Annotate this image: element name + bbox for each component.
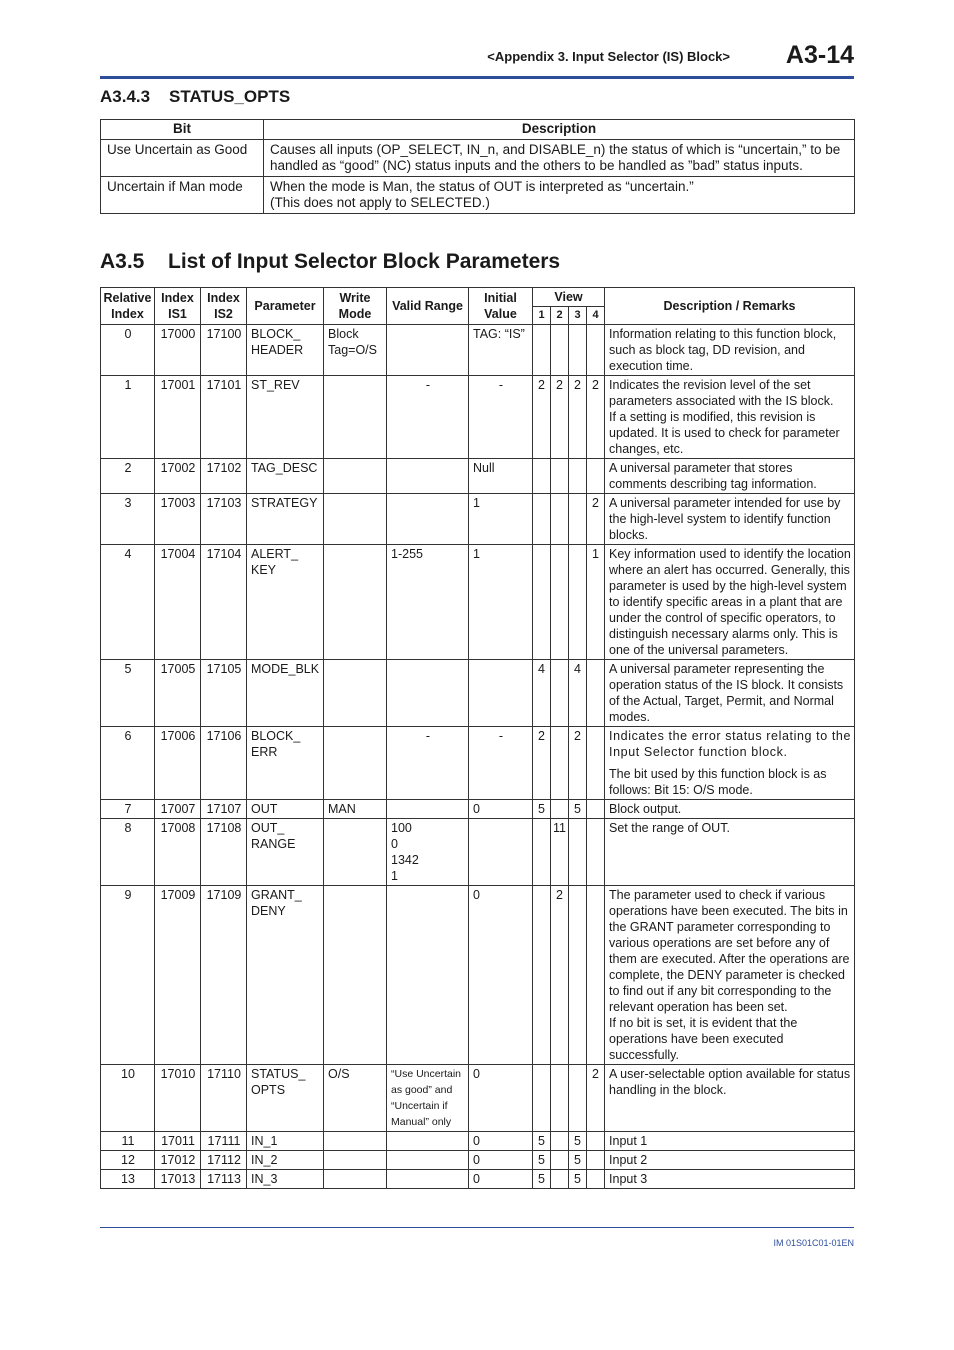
- relative-index-cell: 3: [101, 494, 155, 545]
- view-3-cell: 5: [569, 1151, 587, 1170]
- relative-index-cell: 1: [101, 376, 155, 459]
- view-2-cell: [551, 494, 569, 545]
- table-row: [101, 727, 855, 800]
- parameter-cell: IN_1: [247, 1132, 324, 1151]
- bit-cell: Uncertain if Man mode: [101, 177, 264, 214]
- valid-range-cell: [387, 800, 469, 819]
- view-1-cell: [533, 459, 551, 494]
- view-4-cell: [587, 459, 605, 494]
- col-header-description: Description / Remarks: [605, 288, 855, 325]
- index-is2-cell: 17113: [201, 1170, 247, 1189]
- view-4-cell: [587, 727, 605, 800]
- view-4-cell: [587, 1132, 605, 1151]
- view-4-cell: 2: [587, 376, 605, 459]
- relative-index-cell: 10: [101, 1065, 155, 1132]
- view-2-cell: 11: [551, 819, 569, 886]
- description-cell: [605, 1151, 855, 1170]
- write-mode-cell: [324, 545, 387, 660]
- index-is1-cell: 17012: [155, 1151, 201, 1170]
- description-cell: [605, 800, 855, 819]
- initial-value-cell: -: [469, 727, 533, 800]
- view-2-cell: [551, 1170, 569, 1189]
- parameter-cell: STATUS_ OPTS: [247, 1065, 324, 1132]
- description-cell: [605, 459, 855, 494]
- index-is1-cell: 17006: [155, 727, 201, 800]
- view-3-cell: 5: [569, 800, 587, 819]
- write-mode-cell: [324, 376, 387, 459]
- index-is2-cell: 17110: [201, 1065, 247, 1132]
- relative-index-cell: 5: [101, 660, 155, 727]
- view-3-cell: [569, 545, 587, 660]
- index-is2-cell: 17108: [201, 819, 247, 886]
- index-is1-cell: 17001: [155, 376, 201, 459]
- table-row: [101, 1132, 855, 1151]
- index-is2-cell: 17100: [201, 325, 247, 376]
- valid-range-cell: -: [387, 376, 469, 459]
- view-1-cell: 2: [533, 376, 551, 459]
- description-cell: [605, 325, 855, 376]
- initial-value-cell: 1: [469, 545, 533, 660]
- view-2-cell: [551, 1132, 569, 1151]
- view-3-cell: [569, 1065, 587, 1132]
- parameter-cell: ST_REV: [247, 376, 324, 459]
- valid-range-cell: 100 0 1342 1: [387, 819, 469, 886]
- description-cell: [605, 727, 855, 800]
- initial-value-cell: [469, 819, 533, 886]
- view-4-cell: 2: [587, 1065, 605, 1132]
- col-header-description: Description: [264, 120, 855, 140]
- view-3-cell: [569, 819, 587, 886]
- index-is2-cell: 17112: [201, 1151, 247, 1170]
- index-is1-cell: 17002: [155, 459, 201, 494]
- bit-cell: Use Uncertain as Good: [101, 140, 264, 177]
- index-is2-cell: 17107: [201, 800, 247, 819]
- description-text: Set the range of OUT.: [609, 821, 730, 835]
- description-cell: [605, 660, 855, 727]
- col-header-write-mode: Write Mode: [324, 288, 387, 325]
- appendix-title: <Appendix 3. Input Selector (IS) Block>: [487, 49, 730, 64]
- initial-value-cell: 0: [469, 1151, 533, 1170]
- valid-range-cell: [387, 325, 469, 376]
- description-text: Input 3: [609, 1172, 648, 1186]
- section-title: List of Input Selector Block Parameters: [168, 250, 561, 273]
- col-header-index-is2: Index IS2: [201, 288, 247, 325]
- description-cell: [605, 1132, 855, 1151]
- col-header-relative-index: Relative Index: [101, 288, 155, 325]
- index-is1-cell: 17003: [155, 494, 201, 545]
- description-text: Indicates the error status relating to the Input Selector function block.: [609, 729, 851, 759]
- view-1-cell: [533, 1065, 551, 1132]
- table-row: [101, 1151, 855, 1170]
- view-3-cell: 5: [569, 1170, 587, 1189]
- initial-value-cell: 0: [469, 1132, 533, 1151]
- index-is2-cell: 17101: [201, 376, 247, 459]
- index-is1-cell: 17009: [155, 886, 201, 1065]
- view-4-cell: [587, 660, 605, 727]
- index-is1-cell: 17010: [155, 1065, 201, 1132]
- relative-index-cell: 0: [101, 325, 155, 376]
- col-header-view-2: 2: [551, 307, 569, 325]
- parameter-cell: OUT: [247, 800, 324, 819]
- relative-index-cell: 12: [101, 1151, 155, 1170]
- valid-range-cell: [387, 886, 469, 1065]
- section-heading: [100, 250, 560, 274]
- write-mode-cell: [324, 1170, 387, 1189]
- index-is2-cell: 17106: [201, 727, 247, 800]
- description-text: Block output.: [609, 802, 682, 816]
- view-3-cell: 5: [569, 1132, 587, 1151]
- table-row: [101, 140, 855, 177]
- col-header-initial-value: Initial Value: [469, 288, 533, 325]
- view-1-cell: [533, 819, 551, 886]
- page-header: [100, 40, 854, 79]
- relative-index-cell: 2: [101, 459, 155, 494]
- parameter-cell: IN_2: [247, 1151, 324, 1170]
- write-mode-cell: Block Tag=O/S: [324, 325, 387, 376]
- status-opts-heading: A3.4.3 STATUS_OPTS: [100, 87, 291, 106]
- parameter-table-body: [101, 325, 855, 1189]
- view-1-cell: [533, 494, 551, 545]
- table-row: [101, 494, 855, 545]
- table-row: [101, 1065, 855, 1132]
- page-number: A3-14: [785, 41, 854, 69]
- table-row: [101, 545, 855, 660]
- view-4-cell: [587, 1170, 605, 1189]
- valid-range-cell: [387, 1132, 469, 1151]
- write-mode-cell: [324, 494, 387, 545]
- index-is1-cell: 17004: [155, 545, 201, 660]
- relative-index-cell: 6: [101, 727, 155, 800]
- description-cell: [605, 819, 855, 886]
- view-2-cell: 2: [551, 376, 569, 459]
- view-1-cell: 5: [533, 1132, 551, 1151]
- initial-value-cell: 0: [469, 1065, 533, 1132]
- valid-range-cell: [387, 1151, 469, 1170]
- valid-range-cell: [387, 459, 469, 494]
- table-row: [101, 800, 855, 819]
- initial-value-cell: 0: [469, 1170, 533, 1189]
- initial-value-cell: Null: [469, 459, 533, 494]
- view-1-cell: 4: [533, 660, 551, 727]
- initial-value-cell: TAG: “IS”: [469, 325, 533, 376]
- col-header-view: View: [533, 288, 605, 307]
- view-1-cell: [533, 325, 551, 376]
- initial-value-cell: 0: [469, 800, 533, 819]
- index-is1-cell: 17008: [155, 819, 201, 886]
- description-text: Indicates the revision level of the set parameters associated with the IS block. If a setting is modified, this revision is updated. It is used to check for parameter changes, etc.: [609, 378, 840, 456]
- description-text: A user-selectable option available for status handling in the block.: [609, 1067, 851, 1097]
- initial-value-cell: 1: [469, 494, 533, 545]
- parameter-cell: GRANT_ DENY: [247, 886, 324, 1065]
- description-text: A universal parameter representing the operation status of the IS block. It consists of the Actual, Target, Permit, and Normal modes.: [609, 662, 844, 724]
- view-4-cell: [587, 1151, 605, 1170]
- table-row: [101, 459, 855, 494]
- valid-range-cell: -: [387, 727, 469, 800]
- view-1-cell: 2: [533, 727, 551, 800]
- view-4-cell: [587, 325, 605, 376]
- view-4-cell: 1: [587, 545, 605, 660]
- description-cell: When the mode is Man, the status of OUT is interpreted as “uncertain.” (This does not apply to SELECTED.): [264, 177, 855, 214]
- view-2-cell: [551, 325, 569, 376]
- table-row: [101, 177, 855, 214]
- relative-index-cell: 9: [101, 886, 155, 1065]
- description-cell: [605, 886, 855, 1065]
- view-1-cell: [533, 886, 551, 1065]
- write-mode-cell: [324, 660, 387, 727]
- index-is2-cell: 17103: [201, 494, 247, 545]
- view-3-cell: [569, 494, 587, 545]
- description-text: The parameter used to check if various operations have been executed. The bits in the GRANT parameter corresponding to various operations are set before any of them are executed. After the operations are complete, the DENY parameter is checked to find out if any bit corresponding to the relevant operation has been set. If no bit is set, it is evident that the operations have been executed successfully.: [609, 888, 850, 1062]
- description-cell: [605, 376, 855, 459]
- table-row: [101, 819, 855, 886]
- col-header-index-is1: Index IS1: [155, 288, 201, 325]
- view-2-cell: [551, 1065, 569, 1132]
- initial-value-cell: -: [469, 376, 533, 459]
- view-4-cell: [587, 819, 605, 886]
- description-text: Information relating to this function block, such as block tag, DD revision, and execution time.: [609, 327, 837, 373]
- col-header-view-1: 1: [533, 307, 551, 325]
- view-2-cell: [551, 727, 569, 800]
- index-is1-cell: 17013: [155, 1170, 201, 1189]
- view-4-cell: 2: [587, 494, 605, 545]
- table-row: [101, 376, 855, 459]
- view-3-cell: 2: [569, 727, 587, 800]
- view-3-cell: [569, 325, 587, 376]
- col-header-view-3: 3: [569, 307, 587, 325]
- view-3-cell: [569, 459, 587, 494]
- write-mode-cell: O/S: [324, 1065, 387, 1132]
- relative-index-cell: 8: [101, 819, 155, 886]
- description-text: Input 1: [609, 1134, 648, 1148]
- initial-value-cell: 0: [469, 886, 533, 1065]
- description-text: Key information used to identify the location where an alert has occurred. Generally, this parameter is used by the high-level system to identify specific areas in a plant that are under the control of specific operators, to distinguish necessary alarms only. This is one of the universal parameters.: [609, 547, 851, 657]
- parameter-cell: OUT_ RANGE: [247, 819, 324, 886]
- view-1-cell: 5: [533, 800, 551, 819]
- relative-index-cell: 4: [101, 545, 155, 660]
- col-header-valid-range: Valid Range: [387, 288, 469, 325]
- index-is1-cell: 17000: [155, 325, 201, 376]
- index-is2-cell: 17104: [201, 545, 247, 660]
- parameter-cell: ALERT_ KEY: [247, 545, 324, 660]
- view-1-cell: 5: [533, 1170, 551, 1189]
- index-is2-cell: 17111: [201, 1132, 247, 1151]
- view-2-cell: [551, 545, 569, 660]
- valid-range-cell: [387, 1170, 469, 1189]
- description-cell: [605, 494, 855, 545]
- description-text: Input 2: [609, 1153, 648, 1167]
- description-cell: [605, 545, 855, 660]
- valid-range-cell: “Use Uncertain as good” and “Uncertain if Manual” only: [387, 1065, 469, 1132]
- table-row: [101, 886, 855, 1065]
- view-3-cell: 4: [569, 660, 587, 727]
- description-cell: [605, 1170, 855, 1189]
- view-4-cell: [587, 886, 605, 1065]
- view-2-cell: [551, 800, 569, 819]
- description-text: A universal parameter intended for use by the high-level system to identify function blocks.: [609, 496, 841, 542]
- view-3-cell: 2: [569, 376, 587, 459]
- index-is1-cell: 17007: [155, 800, 201, 819]
- view-2-cell: [551, 459, 569, 494]
- col-header-parameter: Parameter: [247, 288, 324, 325]
- write-mode-cell: [324, 459, 387, 494]
- valid-range-cell: [387, 494, 469, 545]
- document-id: IM 01S01C01-01EN: [773, 1238, 854, 1248]
- parameter-cell: BLOCK_ ERR: [247, 727, 324, 800]
- footer-divider: [100, 1227, 854, 1228]
- parameter-cell: BLOCK_ HEADER: [247, 325, 324, 376]
- index-is2-cell: 17105: [201, 660, 247, 727]
- write-mode-cell: [324, 1132, 387, 1151]
- view-3-cell: [569, 886, 587, 1065]
- index-is1-cell: 17005: [155, 660, 201, 727]
- index-is2-cell: 17109: [201, 886, 247, 1065]
- write-mode-cell: [324, 819, 387, 886]
- parameter-table: [100, 287, 855, 1189]
- valid-range-cell: [387, 660, 469, 727]
- relative-index-cell: 11: [101, 1132, 155, 1151]
- section-number: A3.5: [100, 250, 145, 273]
- index-is1-cell: 17011: [155, 1132, 201, 1151]
- parameter-cell: STRATEGY: [247, 494, 324, 545]
- view-2-cell: [551, 1151, 569, 1170]
- col-header-bit: Bit: [101, 120, 264, 140]
- view-1-cell: 5: [533, 1151, 551, 1170]
- view-1-cell: [533, 545, 551, 660]
- table-row: [101, 325, 855, 376]
- parameter-cell: TAG_DESC: [247, 459, 324, 494]
- table-row: [101, 1170, 855, 1189]
- relative-index-cell: 7: [101, 800, 155, 819]
- write-mode-cell: MAN: [324, 800, 387, 819]
- parameter-cell: IN_3: [247, 1170, 324, 1189]
- view-2-cell: 2: [551, 886, 569, 1065]
- parameter-cell: MODE_BLK: [247, 660, 324, 727]
- relative-index-cell: 13: [101, 1170, 155, 1189]
- initial-value-cell: [469, 660, 533, 727]
- description-text: A universal parameter that stores comments describing tag information.: [609, 461, 817, 491]
- write-mode-cell: [324, 886, 387, 1065]
- view-2-cell: [551, 660, 569, 727]
- write-mode-cell: [324, 1151, 387, 1170]
- description-text-extra: The bit used by this function block is as follows: Bit 15: O/S mode.: [609, 767, 827, 797]
- description-cell: [605, 1065, 855, 1132]
- table-row: [101, 660, 855, 727]
- status-opts-table: [100, 119, 855, 214]
- col-header-view-4: 4: [587, 307, 605, 325]
- description-cell: Causes all inputs (OP_SELECT, IN_n, and DISABLE_n) the status of which is “uncertain,” to be handled as “good” (NC) status inputs and the others to be handled as ”bad” status inputs.: [264, 140, 855, 177]
- view-4-cell: [587, 800, 605, 819]
- write-mode-cell: [324, 727, 387, 800]
- valid-range-cell: 1-255: [387, 545, 469, 660]
- index-is2-cell: 17102: [201, 459, 247, 494]
